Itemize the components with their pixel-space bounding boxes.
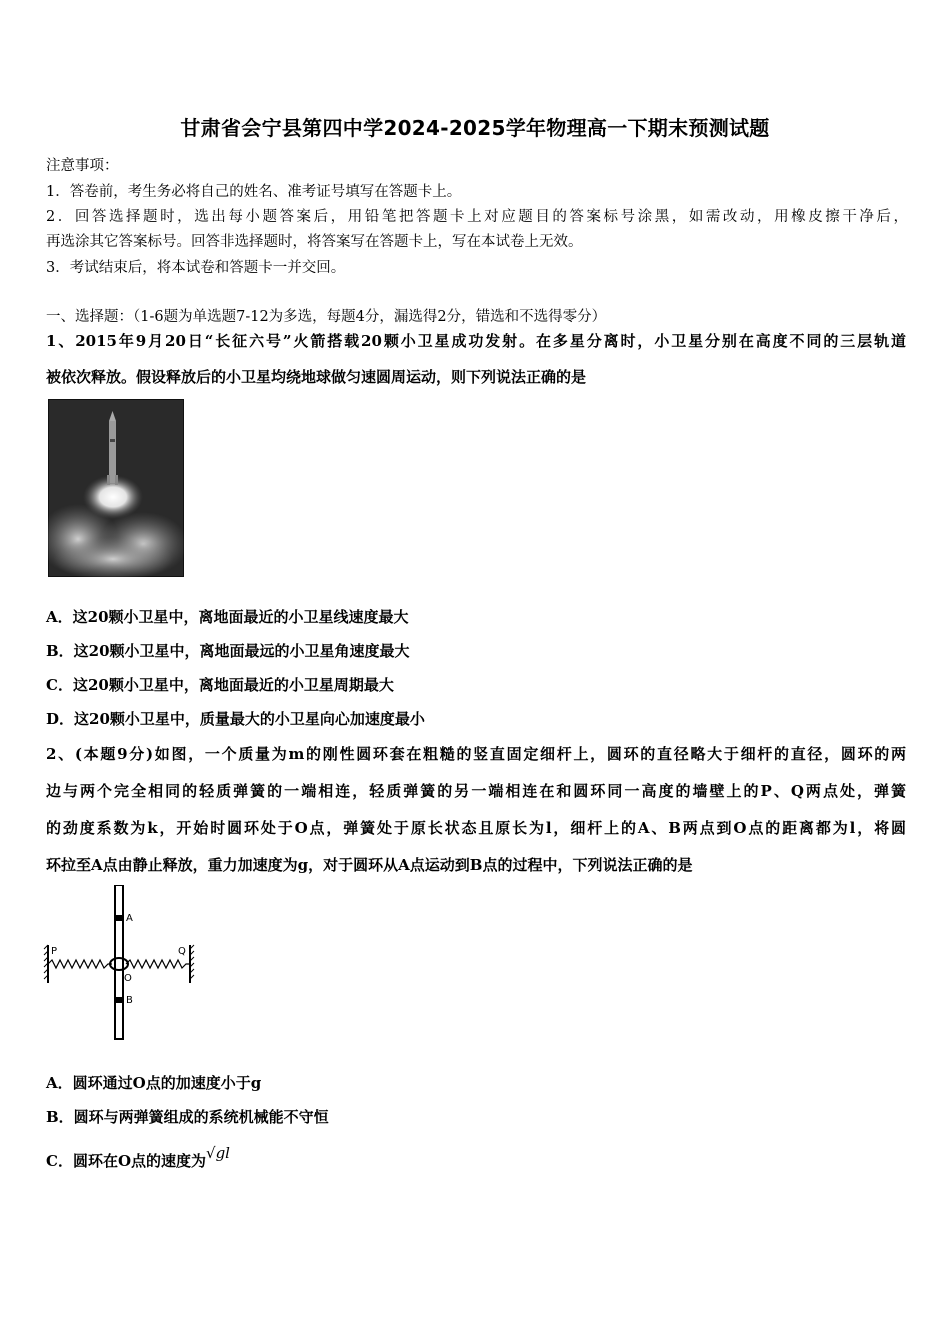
- label-p: P: [51, 946, 58, 957]
- q2-stem-line-1: 2、(本题9分)如图，一个质量为m的刚性圆环套在粗糙的竖直固定细杆上，圆环的直径略大于细杆的直径，圆环的两: [46, 745, 906, 763]
- notice-item-2-cont: 再选涂其它答案标号。回答非选择题时，将答案写在答题卡上，写在本试卷上无效。: [46, 234, 583, 250]
- q2-option-a[interactable]: A．圆环通过O点的加速度小于g: [46, 1074, 262, 1092]
- q2-option-c[interactable]: [46, 1144, 230, 1171]
- notice-item-3: 3．考试结束后，将本试卷和答题卡一并交回。: [46, 260, 346, 276]
- rocket-launch-photo: [48, 399, 184, 577]
- q1-option-c[interactable]: C．这20颗小卫星中，离地面最近的小卫星周期最大: [46, 676, 394, 694]
- notice-item-1: 1．答卷前，考生务必将自己的姓名、准考证号填写在答题卡上。: [46, 184, 462, 200]
- q1-option-d[interactable]: D．这20颗小卫星中，质量最大的小卫星向心加速度最小: [46, 710, 425, 728]
- sqrt-gl-formula: √gl: [206, 1144, 230, 1162]
- q1-option-b[interactable]: B．这20颗小卫星中，离地面最远的小卫星角速度最大: [46, 642, 410, 660]
- q1-option-a[interactable]: A．这20颗小卫星中，离地面最近的小卫星线速度最大: [46, 608, 409, 626]
- q2-stem-line-2: 边与两个完全相同的轻质弹簧的一端相连，轻质弹簧的另一端相连在和圆环同一高度的墙壁上的P、Q两点处，弹簧: [46, 782, 906, 800]
- page-title: 甘肃省会宁县第四中学2024-2025学年物理高一下期末预测试题: [180, 116, 770, 140]
- q1-stem-line-2: 被依次释放。假设释放后的小卫星均绕地球做匀速圆周运动，则下列说法正确的是: [46, 368, 587, 386]
- q2-option-b[interactable]: B．圆环与两弹簧组成的系统机械能不守恒: [46, 1108, 329, 1126]
- notice-item-2: 2．回答选择题时，选出每小题答案后，用铅笔把答题卡上对应题目的答案标号涂黑，如需改动，用橡皮擦干净后，: [46, 209, 908, 225]
- q2-stem-line-4: 环拉至A点由静止释放，重力加速度为g，对于圆环从A点运动到B点的过程中，下列说法正确的是: [46, 856, 693, 874]
- q1-stem-line-1: 1、2015年9月20日“长征六号”火箭搭载20颗小卫星成功发射。在多星分离时，小卫星分别在高度不同的三层轨道: [46, 332, 906, 350]
- q2-stem-line-3: 的劲度系数为k，开始时圆环处于O点，弹簧处于原长状态且原长为l，细杆上的A、B两点到O点的距离都为l，将圆: [46, 819, 906, 837]
- section-heading: 一、选择题：（1-6题为单选题7-12为多选，每题4分，漏选得2分，错选和不选得零分）: [46, 309, 607, 325]
- spring-ring-diagram: [42, 885, 198, 1043]
- label-q: Q: [178, 946, 186, 957]
- q2-option-c-text: C．圆环在O点的速度为: [46, 1152, 207, 1170]
- label-a: A: [126, 913, 133, 924]
- notice-heading: 注意事项：: [46, 158, 119, 174]
- label-o: O: [124, 973, 132, 984]
- label-b: B: [126, 995, 133, 1006]
